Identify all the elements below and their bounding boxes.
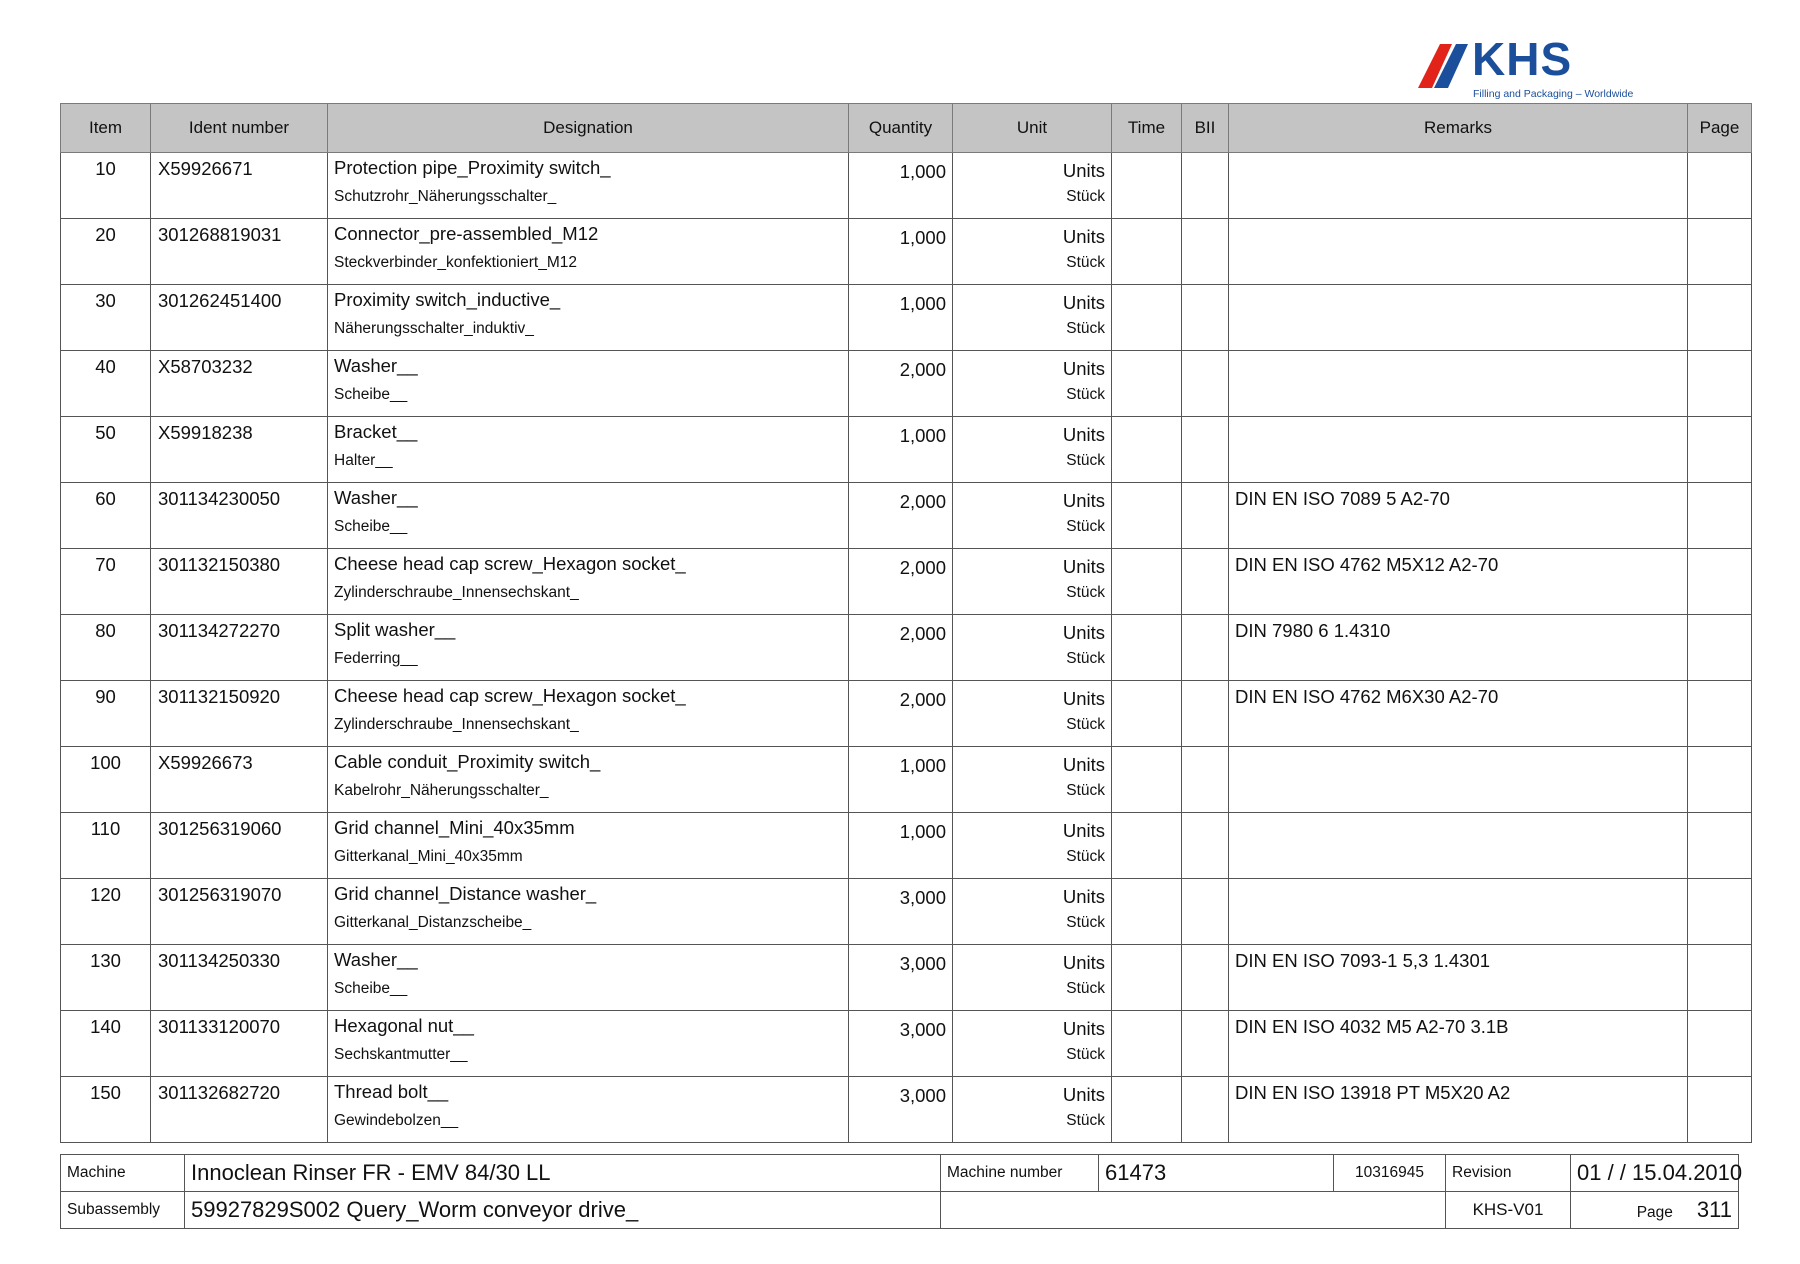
- page-ref-cell: [1688, 483, 1752, 549]
- title-block: [60, 1154, 1743, 1229]
- designation-en: Washer__: [334, 949, 418, 970]
- col-remarks-header: Remarks: [1229, 104, 1688, 153]
- designation-cell: [328, 549, 849, 615]
- unit-de: Stück: [1066, 650, 1105, 667]
- table-row: [61, 219, 1752, 285]
- page-ref-cell: [1688, 1011, 1752, 1077]
- table-row: [61, 615, 1752, 681]
- unit-cell: [953, 351, 1112, 417]
- item-cell: 130: [61, 945, 151, 1011]
- title-block-row-machine: [61, 1155, 1739, 1192]
- ident-cell: 301133120070: [151, 1011, 328, 1077]
- bii-cell: [1182, 1011, 1229, 1077]
- ident-cell: 301256319060: [151, 813, 328, 879]
- col-unit-header: Unit: [953, 104, 1112, 153]
- quantity-cell: 1,000: [849, 285, 953, 351]
- designation-cell: [328, 219, 849, 285]
- unit-en: Units: [1062, 886, 1105, 907]
- table-row: [61, 351, 1752, 417]
- page-ref-cell: [1688, 285, 1752, 351]
- parts-list-table: [60, 103, 1752, 1143]
- designation-en: Connector_pre-assembled_M12: [334, 223, 599, 244]
- unit-de: Stück: [1066, 1046, 1105, 1063]
- bii-cell: [1182, 879, 1229, 945]
- remarks-cell: [1229, 285, 1688, 351]
- logo-tagline: Filling and Packaging – Worldwide: [1473, 88, 1634, 100]
- bii-cell: [1182, 285, 1229, 351]
- subassembly-label: Subassembly: [61, 1192, 185, 1229]
- item-cell: 40: [61, 351, 151, 417]
- bii-cell: [1182, 615, 1229, 681]
- quantity-cell: 1,000: [849, 153, 953, 219]
- ident-cell: 301134250330: [151, 945, 328, 1011]
- bii-cell: [1182, 813, 1229, 879]
- quantity-cell: 2,000: [849, 351, 953, 417]
- remarks-cell: [1229, 879, 1688, 945]
- unit-en: Units: [1062, 424, 1105, 445]
- quantity-cell: 2,000: [849, 549, 953, 615]
- designation-cell: [328, 417, 849, 483]
- item-cell: 30: [61, 285, 151, 351]
- unit-en: Units: [1062, 226, 1105, 247]
- designation-de: Zylinderschraube_Innensechskant_: [334, 584, 579, 601]
- quantity-cell: 1,000: [849, 219, 953, 285]
- item-cell: 120: [61, 879, 151, 945]
- col-page-header: Page: [1688, 104, 1752, 153]
- item-cell: 140: [61, 1011, 151, 1077]
- table-row: [61, 747, 1752, 813]
- designation-en: Protection pipe_Proximity switch_: [334, 157, 611, 178]
- page-ref-cell: [1688, 615, 1752, 681]
- unit-de: Stück: [1066, 452, 1105, 469]
- table-row: [61, 879, 1752, 945]
- page-ref-cell: [1688, 945, 1752, 1011]
- page-ref-cell: [1688, 153, 1752, 219]
- unit-cell: [953, 549, 1112, 615]
- unit-cell: [953, 1077, 1112, 1143]
- quantity-cell: 2,000: [849, 615, 953, 681]
- page-ref-cell: [1688, 219, 1752, 285]
- unit-cell: [953, 747, 1112, 813]
- time-cell: [1112, 1011, 1182, 1077]
- item-cell: 110: [61, 813, 151, 879]
- bii-cell: [1182, 549, 1229, 615]
- designation-de: Scheibe__: [334, 518, 408, 535]
- unit-de: Stück: [1066, 188, 1105, 205]
- designation-en: Cable conduit_Proximity switch_: [334, 751, 601, 772]
- designation-cell: [328, 351, 849, 417]
- quantity-cell: 2,000: [849, 681, 953, 747]
- col-bii-header: BII: [1182, 104, 1229, 153]
- machine-number-label: Machine number: [941, 1155, 1099, 1192]
- designation-cell: [328, 813, 849, 879]
- remarks-cell: DIN 7980 6 1.4310: [1229, 615, 1688, 681]
- designation-cell: [328, 483, 849, 549]
- table-row: [61, 1077, 1752, 1143]
- designation-cell: [328, 285, 849, 351]
- designation-de: Gewindebolzen__: [334, 1112, 459, 1129]
- designation-cell: [328, 615, 849, 681]
- designation-de: Halter__: [334, 452, 393, 469]
- item-cell: 90: [61, 681, 151, 747]
- page-ref-cell: [1688, 681, 1752, 747]
- designation-en: Cheese head cap screw_Hexagon socket_: [334, 553, 686, 574]
- unit-en: Units: [1062, 1084, 1105, 1105]
- col-time-header: Time: [1112, 104, 1182, 153]
- time-cell: [1112, 417, 1182, 483]
- unit-de: Stück: [1066, 1112, 1105, 1129]
- bii-cell: [1182, 417, 1229, 483]
- unit-en: Units: [1062, 160, 1105, 181]
- designation-de: Sechskantmutter__: [334, 1046, 468, 1063]
- revision-label: Revision: [1446, 1155, 1571, 1192]
- remarks-cell: [1229, 747, 1688, 813]
- standard-value: KHS-V01: [1446, 1192, 1571, 1229]
- page-ref-cell: [1688, 549, 1752, 615]
- ident-cell: 301134230050: [151, 483, 328, 549]
- designation-cell: [328, 681, 849, 747]
- item-cell: 50: [61, 417, 151, 483]
- designation-de: Scheibe__: [334, 980, 408, 997]
- unit-de: Stück: [1066, 716, 1105, 733]
- unit-de: Stück: [1066, 386, 1105, 403]
- unit-en: Units: [1062, 358, 1105, 379]
- time-cell: [1112, 747, 1182, 813]
- col-quantity-header: Quantity: [849, 104, 953, 153]
- designation-cell: [328, 945, 849, 1011]
- table-row: [61, 549, 1752, 615]
- page-cell: [1571, 1192, 1739, 1229]
- page-value: 311: [1696, 1197, 1732, 1222]
- unit-en: Units: [1062, 952, 1105, 973]
- ident-cell: 301268819031: [151, 219, 328, 285]
- remarks-cell: [1229, 153, 1688, 219]
- item-cell: 10: [61, 153, 151, 219]
- bii-cell: [1182, 681, 1229, 747]
- unit-en: Units: [1062, 292, 1105, 313]
- designation-en: Hexagonal nut__: [334, 1015, 474, 1036]
- unit-de: Stück: [1066, 914, 1105, 931]
- page-label: Page: [1636, 1204, 1673, 1221]
- unit-en: Units: [1062, 754, 1105, 775]
- time-cell: [1112, 285, 1182, 351]
- quantity-cell: 1,000: [849, 747, 953, 813]
- unit-en: Units: [1062, 1018, 1105, 1039]
- unit-de: Stück: [1066, 584, 1105, 601]
- ident-cell: X59918238: [151, 417, 328, 483]
- col-item-header: Item: [61, 104, 151, 153]
- time-cell: [1112, 945, 1182, 1011]
- bii-cell: [1182, 219, 1229, 285]
- unit-en: Units: [1062, 820, 1105, 841]
- time-cell: [1112, 549, 1182, 615]
- designation-de: Gitterkanal_Mini_40x35mm: [334, 848, 523, 865]
- remarks-cell: DIN EN ISO 4032 M5 A2-70 3.1B: [1229, 1011, 1688, 1077]
- title-block-row-subassembly: [61, 1192, 1739, 1229]
- time-cell: [1112, 615, 1182, 681]
- remarks-cell: DIN EN ISO 7093-1 5,3 1.4301: [1229, 945, 1688, 1011]
- ident-cell: 301134272270: [151, 615, 328, 681]
- unit-en: Units: [1062, 490, 1105, 511]
- time-cell: [1112, 1077, 1182, 1143]
- ident-cell: 301132150380: [151, 549, 328, 615]
- designation-cell: [328, 747, 849, 813]
- designation-en: Bracket__: [334, 421, 418, 442]
- designation-de: Scheibe__: [334, 386, 408, 403]
- unit-en: Units: [1062, 556, 1105, 577]
- page-ref-cell: [1688, 1077, 1752, 1143]
- bii-cell: [1182, 945, 1229, 1011]
- designation-de: Zylinderschraube_Innensechskant_: [334, 716, 579, 733]
- unit-de: Stück: [1066, 254, 1105, 271]
- designation-en: Proximity switch_inductive_: [334, 289, 561, 310]
- designation-cell: [328, 153, 849, 219]
- remarks-cell: [1229, 219, 1688, 285]
- time-cell: [1112, 219, 1182, 285]
- ident-cell: 301262451400: [151, 285, 328, 351]
- designation-de: Kabelrohr_Näherungsschalter_: [334, 782, 549, 799]
- designation-de: Schutzrohr_Näherungsschalter_: [334, 188, 557, 205]
- unit-cell: [953, 681, 1112, 747]
- designation-de: Steckverbinder_konfektioniert_M12: [334, 254, 577, 271]
- designation-en: Grid channel_Mini_40x35mm: [334, 817, 575, 838]
- designation-en: Thread bolt__: [334, 1081, 449, 1102]
- logo-text: KHS: [1472, 33, 1573, 85]
- table-row: [61, 285, 1752, 351]
- designation-en: Washer__: [334, 487, 418, 508]
- designation-en: Grid channel_Distance washer_: [334, 883, 597, 904]
- page-ref-cell: [1688, 879, 1752, 945]
- designation-en: Washer__: [334, 355, 418, 376]
- item-cell: 60: [61, 483, 151, 549]
- quantity-cell: 1,000: [849, 417, 953, 483]
- unit-cell: [953, 483, 1112, 549]
- unit-cell: [953, 417, 1112, 483]
- document-number: 10316945: [1334, 1155, 1446, 1192]
- ident-cell: X59926673: [151, 747, 328, 813]
- page-ref-cell: [1688, 747, 1752, 813]
- remarks-cell: DIN EN ISO 13918 PT M5X20 A2: [1229, 1077, 1688, 1143]
- ident-cell: 301256319070: [151, 879, 328, 945]
- table-row: [61, 483, 1752, 549]
- remarks-cell: DIN EN ISO 7089 5 A2-70: [1229, 483, 1688, 549]
- khs-logo: [1418, 33, 1634, 104]
- unit-cell: [953, 1011, 1112, 1077]
- machine-value: Innoclean Rinser FR - EMV 84/30 LL: [185, 1155, 941, 1192]
- time-cell: [1112, 879, 1182, 945]
- quantity-cell: 1,000: [849, 813, 953, 879]
- page-ref-cell: [1688, 417, 1752, 483]
- machine-label: Machine: [61, 1155, 185, 1192]
- time-cell: [1112, 351, 1182, 417]
- bii-cell: [1182, 153, 1229, 219]
- bii-cell: [1182, 351, 1229, 417]
- revision-value: 01 / / 15.04.2010: [1571, 1155, 1739, 1192]
- bii-cell: [1182, 747, 1229, 813]
- title-block-empty-cell: [941, 1192, 1446, 1229]
- col-ident-header: Ident number: [151, 104, 328, 153]
- bii-cell: [1182, 1077, 1229, 1143]
- ident-cell: 301132150920: [151, 681, 328, 747]
- unit-de: Stück: [1066, 320, 1105, 337]
- table-row: [61, 1011, 1752, 1077]
- unit-de: Stück: [1066, 518, 1105, 535]
- designation-de: Federring__: [334, 650, 418, 667]
- quantity-cell: 2,000: [849, 483, 953, 549]
- table-row: [61, 945, 1752, 1011]
- designation-en: Split washer__: [334, 619, 456, 640]
- unit-cell: [953, 615, 1112, 681]
- item-cell: 100: [61, 747, 151, 813]
- item-cell: 70: [61, 549, 151, 615]
- remarks-cell: [1229, 351, 1688, 417]
- designation-de: Gitterkanal_Distanzscheibe_: [334, 914, 532, 931]
- time-cell: [1112, 681, 1182, 747]
- table-row: [61, 681, 1752, 747]
- remarks-cell: DIN EN ISO 4762 M5X12 A2-70: [1229, 549, 1688, 615]
- subassembly-value: 59927829S002 Query_Worm conveyor drive_: [185, 1192, 941, 1229]
- unit-cell: [953, 219, 1112, 285]
- designation-cell: [328, 1077, 849, 1143]
- ident-cell: 301132682720: [151, 1077, 328, 1143]
- col-designation-header: Designation: [328, 104, 849, 153]
- ident-cell: X58703232: [151, 351, 328, 417]
- unit-de: Stück: [1066, 782, 1105, 799]
- table-row: [61, 153, 1752, 219]
- time-cell: [1112, 153, 1182, 219]
- khs-logo-stripes-icon: [1418, 42, 1472, 92]
- designation-de: Näherungsschalter_induktiv_: [334, 320, 534, 337]
- unit-de: Stück: [1066, 848, 1105, 865]
- time-cell: [1112, 813, 1182, 879]
- unit-cell: [953, 285, 1112, 351]
- unit-en: Units: [1062, 622, 1105, 643]
- time-cell: [1112, 483, 1182, 549]
- bii-cell: [1182, 483, 1229, 549]
- remarks-cell: DIN EN ISO 4762 M6X30 A2-70: [1229, 681, 1688, 747]
- table-header-row: [61, 104, 1752, 153]
- remarks-cell: [1229, 417, 1688, 483]
- machine-number-value: 61473: [1099, 1155, 1334, 1192]
- quantity-cell: 3,000: [849, 1011, 953, 1077]
- unit-de: Stück: [1066, 980, 1105, 997]
- designation-cell: [328, 1011, 849, 1077]
- item-cell: 20: [61, 219, 151, 285]
- parts-list-body: [61, 153, 1752, 1143]
- designation-en: Cheese head cap screw_Hexagon socket_: [334, 685, 686, 706]
- item-cell: 150: [61, 1077, 151, 1143]
- remarks-cell: [1229, 813, 1688, 879]
- page-ref-cell: [1688, 351, 1752, 417]
- table-row: [61, 417, 1752, 483]
- table-row: [61, 813, 1752, 879]
- quantity-cell: 3,000: [849, 945, 953, 1011]
- unit-cell: [953, 153, 1112, 219]
- unit-cell: [953, 879, 1112, 945]
- unit-cell: [953, 813, 1112, 879]
- quantity-cell: 3,000: [849, 879, 953, 945]
- designation-cell: [328, 879, 849, 945]
- quantity-cell: 3,000: [849, 1077, 953, 1143]
- page-ref-cell: [1688, 813, 1752, 879]
- item-cell: 80: [61, 615, 151, 681]
- unit-cell: [953, 945, 1112, 1011]
- unit-en: Units: [1062, 688, 1105, 709]
- ident-cell: X59926671: [151, 153, 328, 219]
